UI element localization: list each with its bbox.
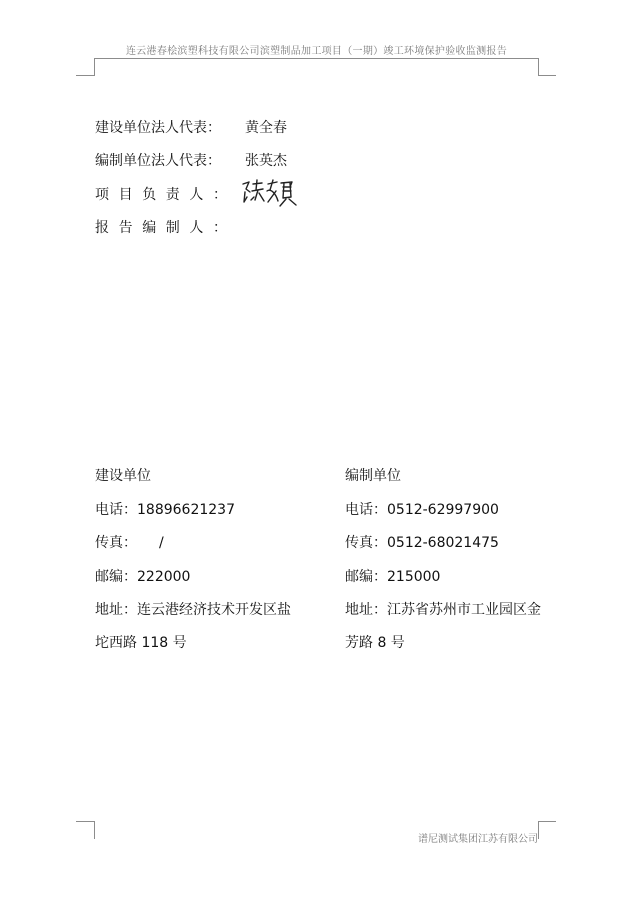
crop-mark-bottom-left-h [76,821,94,822]
builder-fax [95,532,164,552]
page-header: 连云港春桧滨塑科技有限公司滨塑制品加工项目（一期）竣工环境保护验收监测报告 [125,46,508,57]
builder-postcode: 邮编：222000 [95,569,191,585]
header-rule [95,58,538,59]
compiler-address-line2: 芳路 8 号 [345,635,405,651]
handwritten-signature [240,178,300,208]
builder-rep-value: 黄全春 [245,120,287,136]
compiler-phone: 电话：0512-62997900 [345,502,499,518]
compiler-postcode: 邮编：215000 [345,569,441,585]
report-author-row [95,217,237,237]
compiler-rep-value: 张英杰 [245,153,287,169]
builder-rep-row [95,117,287,137]
builder-address-line1: 地址：连云港经济技术开发区盐 [95,602,291,618]
crop-mark-top-right-v [538,58,539,76]
builder-fax-value: / [159,535,164,551]
crop-mark-bottom-left-v [94,821,95,839]
builder-phone: 电话：18896621237 [95,502,235,518]
compiler-title: 编制单位 [345,468,401,484]
builder-address-line2: 坨西路 118 号 [95,635,187,651]
compiler-rep-label: 编制单位法人代表： [95,153,221,169]
crop-mark-bottom-right-h [538,821,556,822]
compiler-fax: 传真：0512-68021475 [345,535,499,551]
page-footer: 谱尼测试集团江苏有限公司 [418,834,538,845]
crop-mark-top-right-h [538,75,556,76]
crop-mark-top-left-h [76,75,94,76]
report-author-label: 报告编制人： [95,220,237,236]
compiler-address-line1: 地址：江苏省苏州市工业园区金 [345,602,541,618]
crop-mark-top-left-v [94,58,95,76]
builder-title: 建设单位 [95,468,151,484]
project-lead-label: 项目负责人： [95,187,237,203]
project-lead-row [95,184,237,204]
crop-mark-bottom-right-v [538,821,539,839]
compiler-rep-row [95,150,287,170]
builder-rep-label: 建设单位法人代表： [95,120,221,136]
builder-fax-label: 传真： [95,535,137,551]
